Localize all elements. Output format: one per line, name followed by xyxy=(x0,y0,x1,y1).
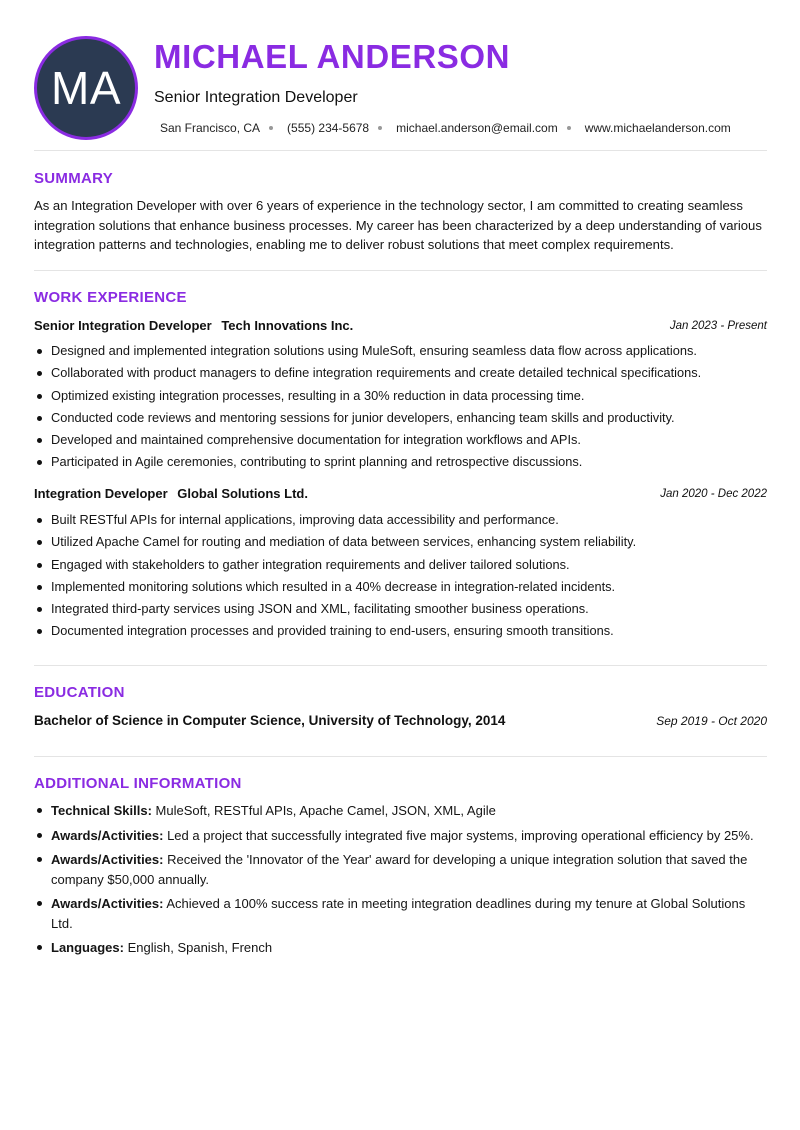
job-company: Tech Innovations Inc. xyxy=(221,318,354,333)
job-title: Senior Integration Developer xyxy=(34,318,212,333)
candidate-title: Senior Integration Developer xyxy=(154,89,358,106)
list-item: Collaborated with product managers to define integration requirements and create detailed technical specifications. xyxy=(34,364,767,386)
job-company: Global Solutions Ltd. xyxy=(177,486,308,501)
education-date: Sep 2019 - Oct 2020 xyxy=(656,714,767,728)
education-heading: EDUCATION xyxy=(34,684,125,701)
summary-text: As an Integration Developer with over 6 years of experience in the technology sector, I am committed to creating seamless integration solutions that enhance business processes. My career has been characterized by a deep understanding of various integration patterns and technologies, enabling me to deliver robust solutions that meet complex requirements. xyxy=(34,198,762,253)
list-item: Implemented monitoring solutions which resulted in a 40% decrease in integration-related incidents. xyxy=(34,578,767,600)
contact-separator xyxy=(269,126,273,130)
info-label: Technical Skills: xyxy=(51,803,152,818)
info-text: MuleSoft, RESTful APIs, Apache Camel, JSON, XML, Agile xyxy=(151,803,496,818)
job-title: Integration Developer xyxy=(34,486,168,501)
list-item: Optimized existing integration processes, resulting in a 30% reduction in data processing time. xyxy=(34,387,767,409)
info-label: Awards/Activities: xyxy=(51,896,164,911)
contact-row xyxy=(160,122,767,134)
info-text: Led a project that successfully integrated five major systems, improving operational efficiency by 25%. xyxy=(163,827,754,843)
work-experience-heading: WORK EXPERIENCE xyxy=(34,289,187,306)
list-item xyxy=(34,801,767,821)
divider xyxy=(34,270,767,271)
list-item: Engaged with stakeholders to gather integration requirements and deliver tailored solutions. xyxy=(34,556,767,578)
divider xyxy=(34,756,767,757)
education-degree: Bachelor of Science in Computer Science, University of Technology, 2014 xyxy=(34,713,506,728)
list-item: Integrated third-party services using JSON and XML, facilitating smoother business operations. xyxy=(34,600,767,622)
job-header xyxy=(34,485,767,503)
list-item: Participated in Agile ceremonies, contributing to sprint planning and retrospective discussions. xyxy=(34,453,767,475)
additional-info-heading: ADDITIONAL INFORMATION xyxy=(34,775,242,792)
list-item xyxy=(34,826,767,846)
list-item: Developed and maintained comprehensive documentation for integration workflows and APIs. xyxy=(34,431,767,453)
contact-website[interactable]: www.michaelanderson.com xyxy=(584,121,731,135)
contact-location: San Francisco, CA xyxy=(160,121,261,135)
job-bullets xyxy=(34,511,767,645)
job-bullets xyxy=(34,342,767,476)
divider xyxy=(34,150,767,151)
contact-separator xyxy=(378,126,382,130)
info-label: Awards/Activities: xyxy=(51,827,164,843)
avatar-initials: MA xyxy=(51,62,121,114)
info-text: English, Spanish, French xyxy=(123,940,273,955)
info-label: Languages: xyxy=(51,940,124,955)
job-header xyxy=(34,317,767,335)
candidate-name: MICHAEL ANDERSON xyxy=(154,38,511,75)
info-label: Awards/Activities: xyxy=(51,852,164,867)
summary-heading: SUMMARY xyxy=(34,170,114,187)
info-text: Achieved a 100% success rate in meeting integration deadlines during my tenure at Global Solutions Ltd. xyxy=(51,896,746,931)
additional-info-list xyxy=(34,801,767,963)
list-item: Built RESTful APIs for internal applications, improving data accessibility and performance. xyxy=(34,511,767,533)
job-date: Jan 2023 - Present xyxy=(669,320,767,332)
list-item: Conducted code reviews and mentoring sessions for junior developers, enhancing team skills and productivity. xyxy=(34,409,767,431)
job-date: Jan 2020 - Dec 2022 xyxy=(660,488,767,500)
contact-email[interactable]: michael.anderson@email.com xyxy=(396,121,558,135)
list-item xyxy=(34,894,767,933)
resume-header xyxy=(34,34,767,138)
education-entry xyxy=(34,711,767,731)
list-item: Designed and implemented integration solutions using MuleSoft, ensuring seamless data flow across applications. xyxy=(34,342,767,364)
divider xyxy=(34,665,767,666)
avatar xyxy=(34,36,138,140)
list-item xyxy=(34,938,767,958)
list-item xyxy=(34,850,767,889)
list-item: Utilized Apache Camel for routing and mediation of data between services, enhancing system reliability. xyxy=(34,533,767,555)
contact-separator xyxy=(567,126,571,130)
info-text: Received the 'Innovator of the Year' award for developing a unique integration solution that saved the company $50,000 annually. xyxy=(51,852,748,887)
list-item: Documented integration processes and provided training to end-users, ensuring smooth transitions. xyxy=(34,622,767,644)
contact-phone[interactable]: (555) 234-5678 xyxy=(287,121,370,135)
